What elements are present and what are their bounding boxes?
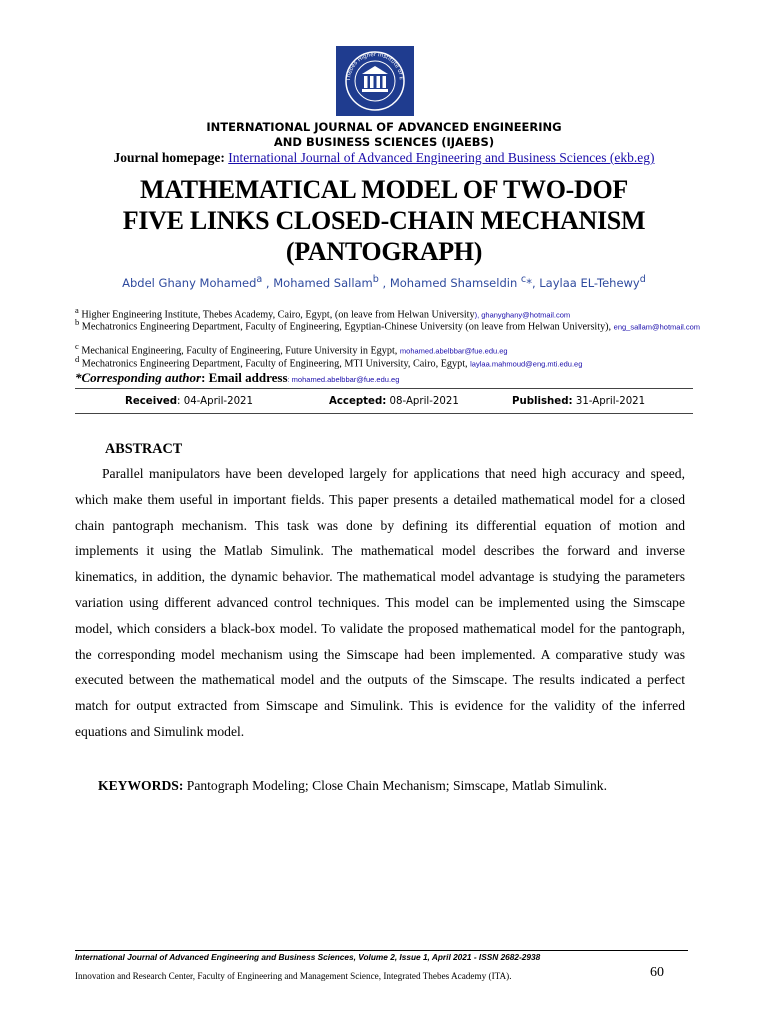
published-value: 31-April-2021 — [572, 396, 646, 407]
email-address-label: : Email address — [201, 370, 288, 385]
affiliation-email-link[interactable]: mohamed.abelbbar@fue.edu.eg — [399, 346, 508, 356]
author-name: Abdel Ghany Mohamed — [122, 275, 257, 290]
affiliation-email-link[interactable]: laylaa.mahmoud@eng.mti.edu.eg — [470, 359, 583, 369]
accepted-label: Accepted: — [329, 396, 387, 407]
author-sup: c — [520, 274, 527, 285]
abstract-text: Parallel manipulators have been developed largely for applications that need high accuracy and speed, which make them useful in important fields. This paper presents a detailed mathematical model for a closed chain pantograph mechanism. This task was done by defining its differential equation of motion and implements it using the Matlab Simulink. The mathematical model describes the forward and inverse kinematics, in addition, the dynamic behavior. The mathematical model advantage is studying the parameters variation using different advanced control techniques. This model can be implemented using the Simscape model, which considers a black-box model. To validate the proposed mathematical model for the pantograph, the corresponding model mechanism using the Simscape had been implemented. A comparative study was executed between the mathematical model and the outputs of the Simscape. The results indicated a perfect match for output extracted from Simscape and Simulink. This is evidence for the validity of the inferred equations and Simulink model. — [75, 466, 685, 739]
abstract-heading: ABSTRACT — [105, 441, 183, 457]
affiliation-text: Mechatronics Engineering Department, Faculty of Engineering, MTI University, Cairo, Egypt, — [79, 358, 471, 370]
journal-homepage — [0, 150, 768, 166]
journal-seal-logo-icon — [336, 46, 414, 116]
affiliation-d — [75, 354, 715, 370]
paper-title — [90, 174, 678, 267]
affiliation-text: Mechatronics Engineering Department, Faculty of Engineering, Egyptian-Chinese University (on leave from Helwan University), — [79, 321, 614, 333]
affiliation-text: Mechanical Engineering, Faculty of Engineering, Future University in Egypt, — [78, 345, 400, 357]
published-date — [512, 396, 645, 407]
affiliation-b — [75, 317, 715, 333]
corresponding-email-link[interactable]: : mohamed.abelbbar@fue.edu.eg — [287, 375, 400, 384]
corresponding-label: *Corresponding author — [75, 370, 202, 385]
keywords — [98, 778, 607, 794]
journal-name-line2: AND BUSINESS SCIENCES (IJAEBS) — [273, 135, 495, 149]
affiliation-email-link[interactable]: ), ghanyghany@hotmail.com — [474, 310, 571, 320]
published-label: Published: — [512, 396, 573, 407]
received-date — [125, 396, 253, 407]
affiliation-sup: b — [75, 317, 80, 327]
affiliation-sup: c — [75, 341, 79, 351]
keywords-label: KEYWORDS: — [98, 778, 184, 793]
accepted-date — [329, 396, 459, 407]
corresponding-author — [75, 370, 399, 386]
article-dates — [75, 396, 693, 412]
author-sup: b — [372, 274, 379, 285]
received-value: : 04-April-2021 — [177, 396, 254, 407]
footer-divider — [75, 950, 688, 951]
journal-logo — [336, 46, 414, 116]
author-sup: a — [256, 274, 263, 285]
svg-text:Thebes Higher Institute of Eng: Thebes Higher Institute of E — [345, 51, 405, 82]
divider-top — [75, 388, 693, 389]
journal-name-line1: INTERNATIONAL JOURNAL OF ADVANCED ENGINEERING — [206, 120, 562, 134]
title-line: MATHEMATICAL MODEL OF TWO-DOF — [140, 175, 628, 204]
author-separator: , — [378, 275, 390, 290]
keywords-text: Pantograph Modeling; Close Chain Mechanism; Simscape, Matlab Simulink. — [183, 778, 607, 793]
affiliation-sup: a — [75, 305, 79, 315]
footer-publisher-info: Innovation and Research Center, Faculty of Engineering and Management Science, Integrated Thebes Academy (ITA). — [75, 971, 512, 981]
author-name: Mohamed Shamseldin — [389, 275, 521, 290]
accepted-value: 08-April-2021 — [386, 396, 459, 407]
received-label: Received — [125, 396, 178, 407]
author-separator: , — [262, 275, 274, 290]
author-sup: d — [639, 274, 646, 285]
affiliation-email-link[interactable]: eng_sallam@hotmail.com — [613, 322, 701, 332]
author-name: Laylaa EL-Tehewy — [539, 275, 640, 290]
homepage-link[interactable]: International Journal of Advanced Engineering and Business Sciences (ekb.eg) — [228, 150, 655, 165]
title-line: FIVE LINKS CLOSED-CHAIN MECHANISM — [122, 206, 646, 235]
author-name: Mohamed Sallam — [273, 275, 373, 290]
title-line: (PANTOGRAPH) — [285, 237, 483, 266]
affiliation-sup: d — [75, 354, 80, 364]
author-list — [0, 274, 768, 290]
page-number: 60 — [650, 965, 664, 980]
affiliation-text: Higher Engineering Institute, Thebes Academy, Cairo, Egypt, (on leave from Helwan University — [78, 309, 475, 321]
homepage-label: Journal homepage: — [113, 150, 225, 165]
footer-journal-info: International Journal of Advanced Engineering and Business Sciences, Volume 2, Issue 1, April 2021 - ISSN 2682-2938 — [75, 952, 541, 962]
divider-bottom — [75, 413, 693, 414]
author-separator: *, — [526, 275, 540, 290]
